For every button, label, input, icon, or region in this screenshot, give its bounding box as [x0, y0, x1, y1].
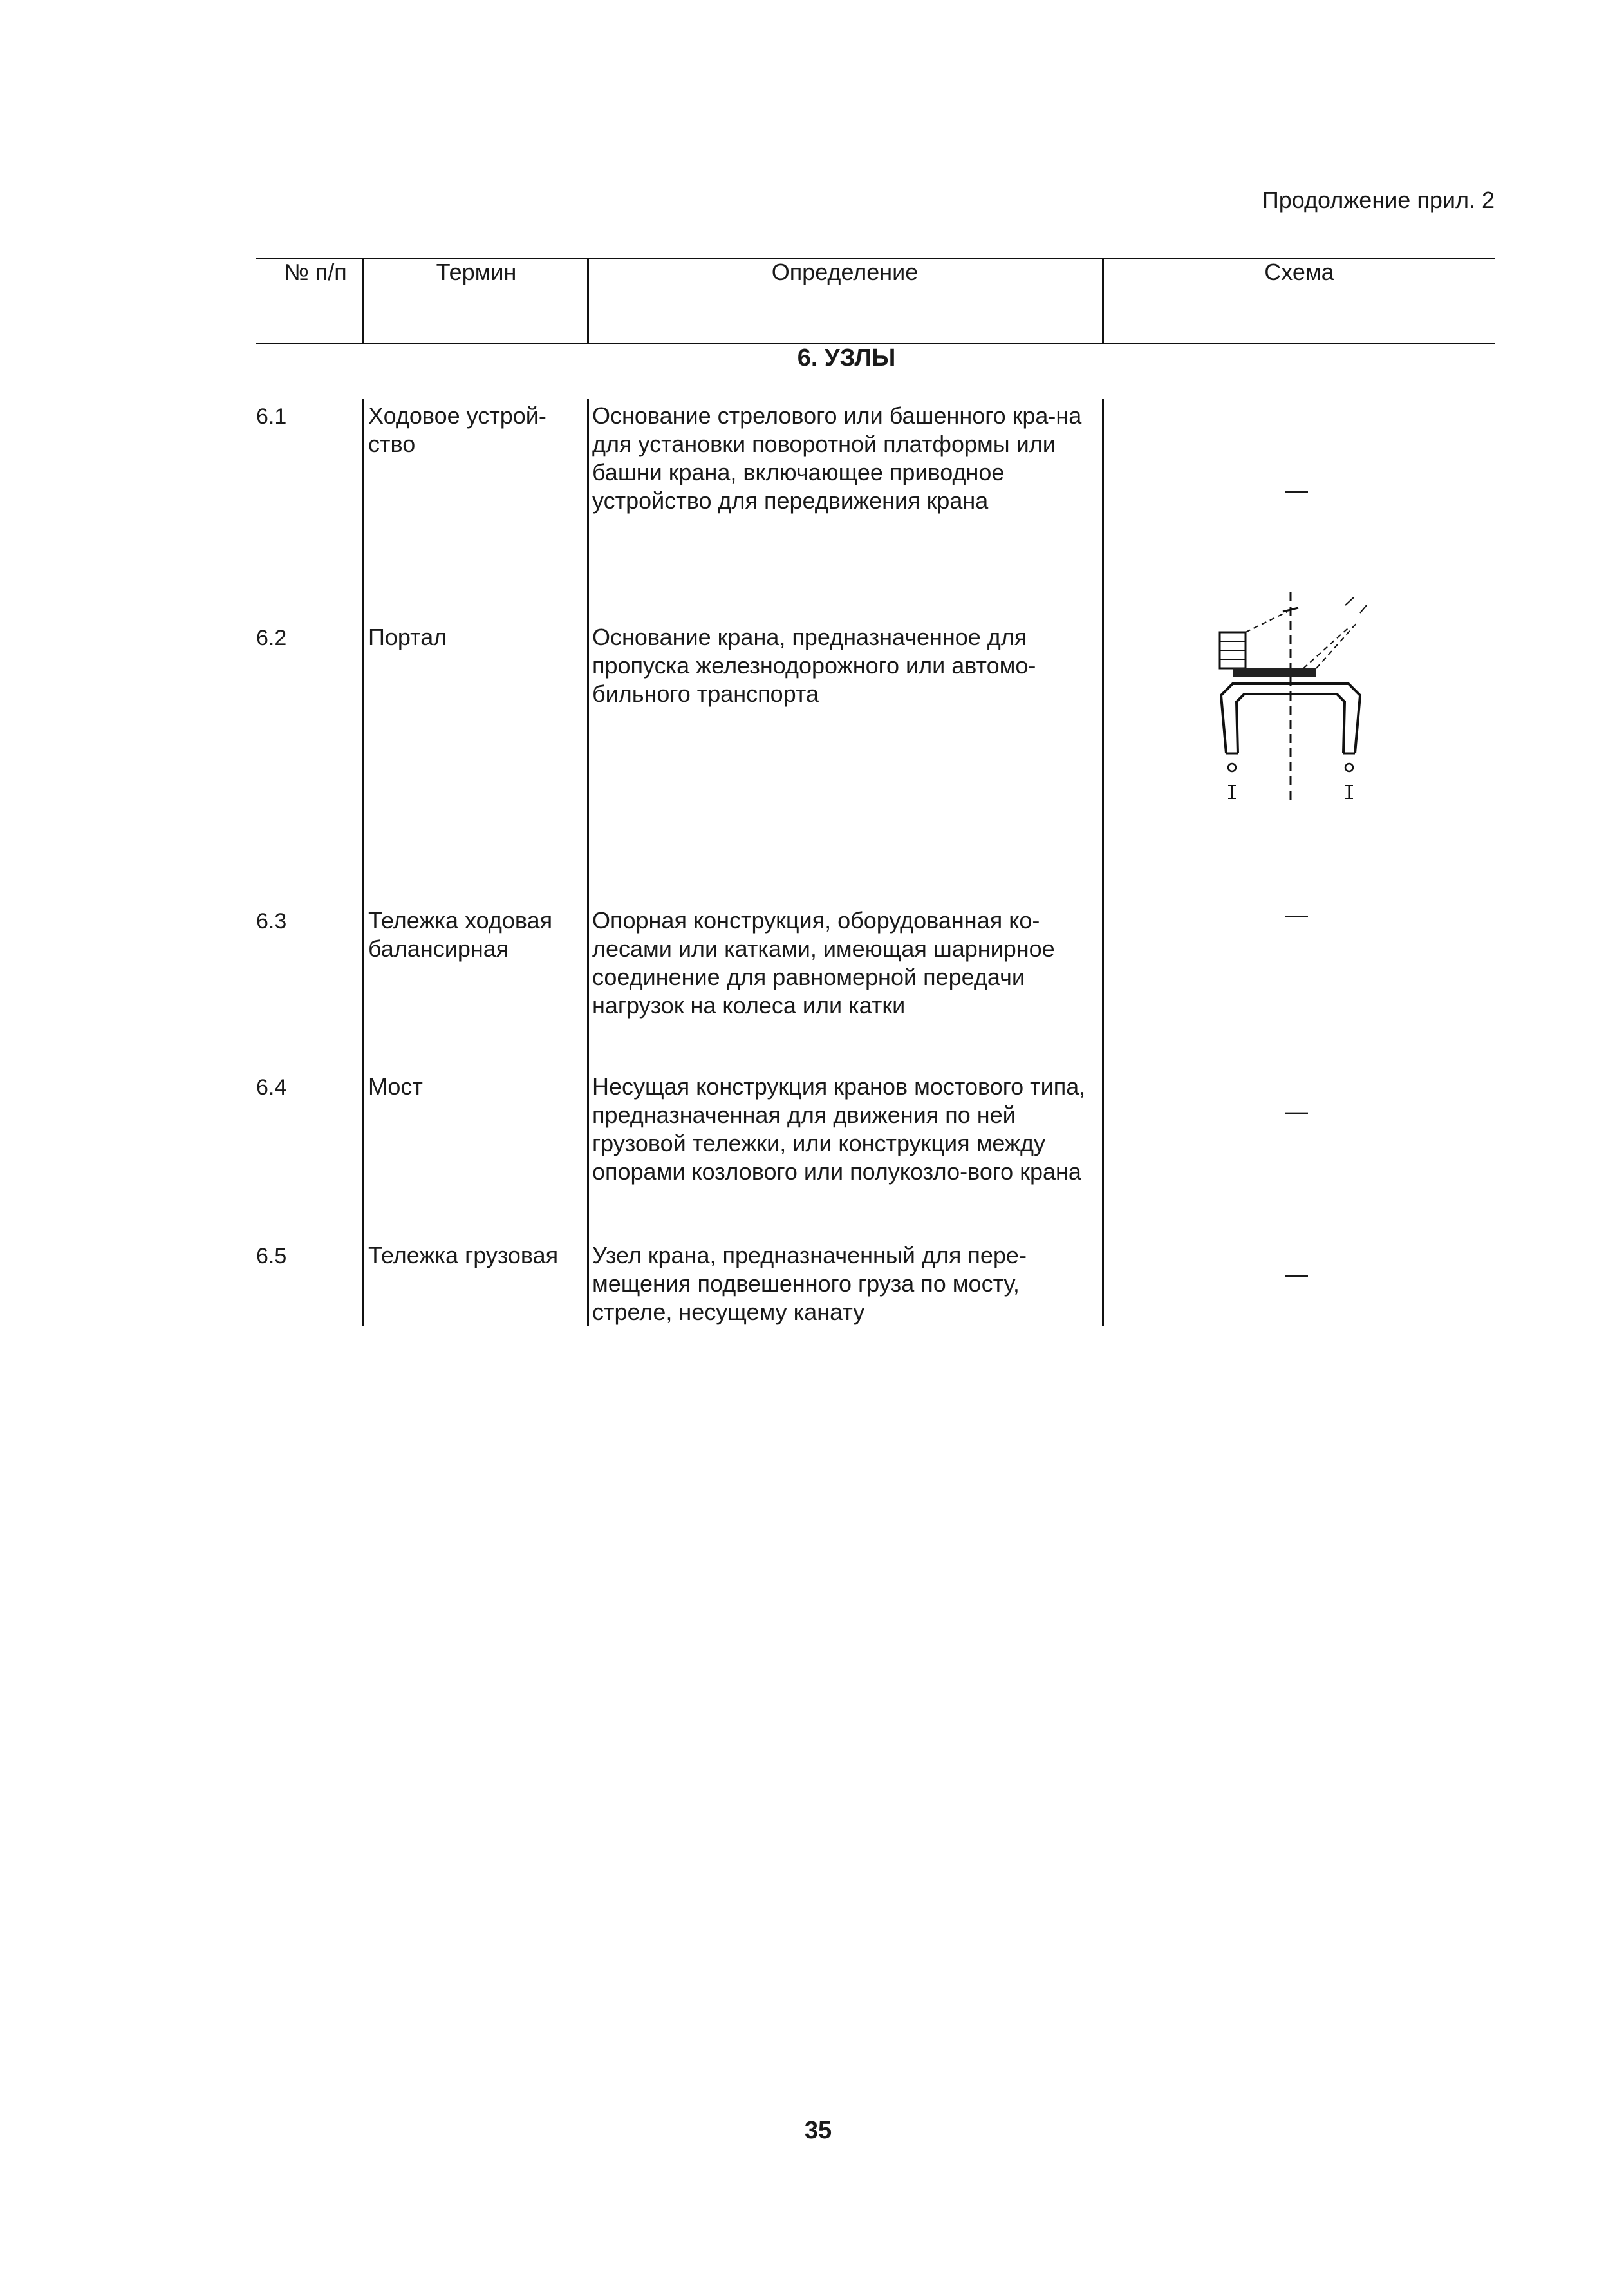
row-num-6-4: 6.4: [256, 1075, 287, 1100]
row-term-6-3: Тележка ходовая балансирная: [368, 907, 553, 962]
row-num-6-3: 6.3: [256, 909, 287, 934]
row-term-6-2: Портал: [368, 624, 447, 650]
row-scheme-6-3: —: [1285, 901, 1308, 928]
row-scheme-6-4: —: [1285, 1098, 1308, 1124]
row-definition-6-1: Основание стрелового или башенного кра-на для установки поворотной платформы или башни крана, включающее приводное устройство для передвижения крана: [592, 402, 1082, 514]
row-definition-6-4: Несущая конструкция кранов мостового типа, предназначенная для движения по ней грузовой тележки, или конструкция между опорами козлового или полукозло-вого крана: [592, 1073, 1086, 1185]
row-term-6-1: Ходовое устрой-ство: [368, 402, 546, 457]
row-num-6-2: 6.2: [256, 626, 287, 650]
body-separator-1: [362, 399, 364, 1326]
header-separator-1: [362, 258, 364, 344]
row-num-6-5: 6.5: [256, 1244, 287, 1268]
row-definition-6-3: Опорная конструкция, оборудованная ко-лесами или катками, имеющая шарнирное соединение для равномерной передачи нагрузок на колеса или катки: [592, 907, 1055, 1019]
portal-diagram: [1207, 592, 1413, 837]
body-separator-3: [1102, 399, 1104, 1326]
row-scheme-6-5: —: [1285, 1261, 1308, 1287]
header-num: № п/п: [284, 259, 347, 285]
row-num-6-1: 6.1: [256, 404, 287, 429]
row-definition-6-2: Основание крана, предназначенное для пропуска железнодорожного или автомо-бильного транспорта: [592, 624, 1036, 707]
header-definition: Определение: [771, 259, 919, 285]
row-term-6-4: Мост: [368, 1073, 423, 1100]
row-definition-6-5: Узел крана, предназначенный для пере-мещения подвешенного груза по мосту, стреле, несущему канату: [592, 1242, 1027, 1325]
row-scheme-6-1: —: [1285, 476, 1308, 503]
continuation-label: Продолжение прил. 2: [1262, 187, 1495, 213]
section-title: 6. УЗЛЫ: [797, 344, 896, 371]
body-separator-2: [587, 399, 589, 1326]
header-scheme: Схема: [1264, 259, 1334, 285]
header-term: Термин: [436, 259, 517, 285]
row-term-6-5: Тележка грузовая: [368, 1242, 559, 1268]
page-number: 35: [804, 2117, 832, 2144]
